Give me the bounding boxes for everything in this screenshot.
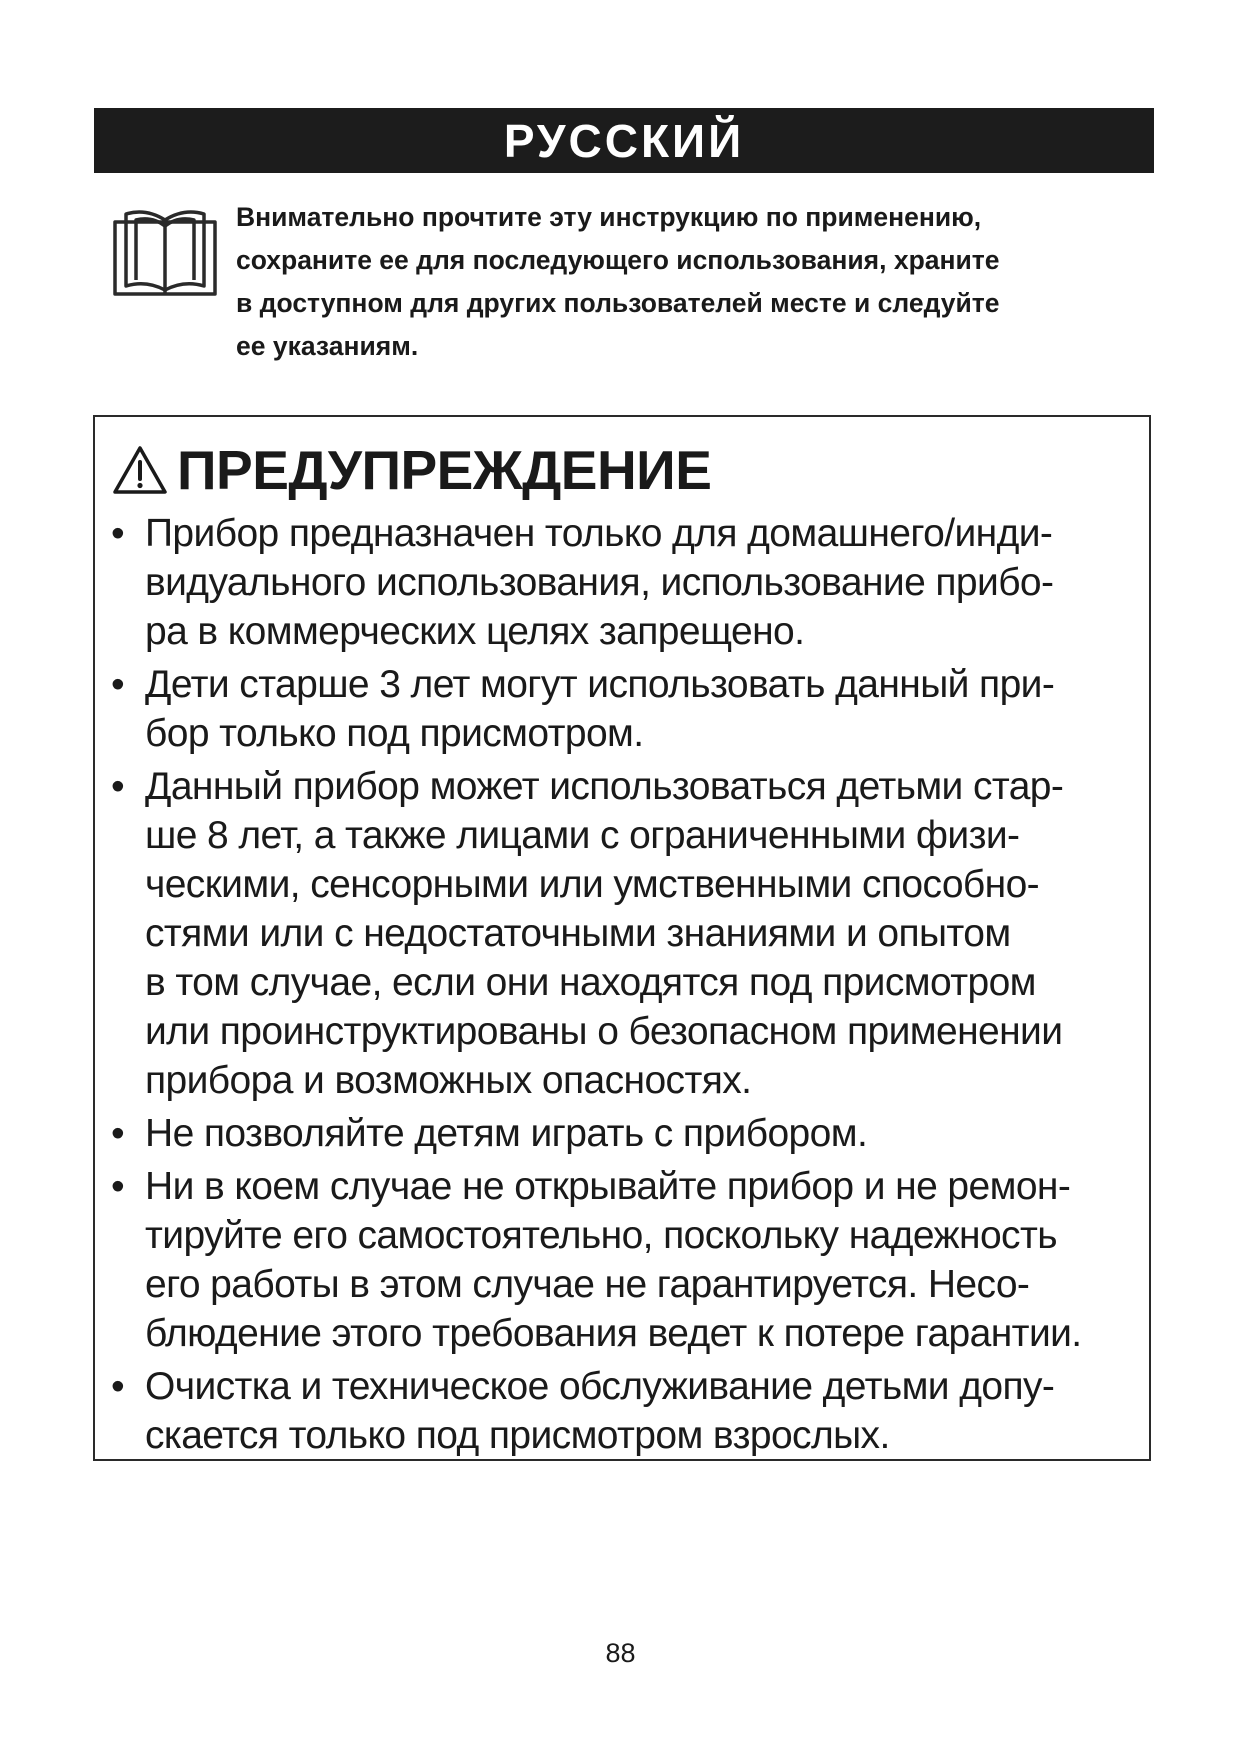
- bullet-icon: •: [111, 1112, 125, 1155]
- warning-line: прибора и возможных опасностях.: [145, 1059, 752, 1102]
- warning-list-item: [109, 660, 1139, 758]
- warning-title: ПРЕДУПРЕЖДЕНИЕ: [177, 439, 712, 501]
- warning-line: бор только под присмотром.: [145, 712, 644, 755]
- intro-notice: [108, 196, 1154, 366]
- bullet-icon: •: [111, 663, 125, 706]
- bullet-icon: •: [111, 512, 125, 555]
- warning-line: ше 8 лет, а также лицами с ограниченными физи-: [145, 814, 1020, 857]
- warning-list-item: [109, 1362, 1139, 1460]
- warning-line: его работы в этом случае не гарантируется. Несо-: [145, 1263, 1030, 1306]
- warning-line: ра в коммерческих целях запрещено.: [145, 610, 805, 653]
- bullet-icon: •: [111, 1365, 125, 1408]
- warning-line: ческими, сенсорными или умственными способно-: [145, 863, 1040, 906]
- warning-line: Данный прибор может использоваться детьми стар-: [145, 765, 1064, 808]
- open-book-icon: [112, 206, 218, 298]
- warning-line: Прибор предназначен только для домашнего/инди-: [145, 512, 1053, 555]
- warning-heading: [113, 435, 711, 505]
- warning-line: тируйте его самостоятельно, поскольку надежность: [145, 1214, 1057, 1257]
- warning-list-item: [109, 1109, 1139, 1158]
- warning-list-item: [109, 762, 1139, 1105]
- warning-line: стями или с недостаточными знаниями и опытом: [145, 912, 1011, 955]
- warning-triangle-icon: [113, 445, 167, 495]
- bullet-icon: •: [111, 1165, 125, 1208]
- warning-line: или проинструктированы о безопасном применении: [145, 1010, 1063, 1053]
- intro-line: ее указаниям.: [236, 331, 419, 361]
- warning-line: Ни в коем случае не открывайте прибор и не ремон-: [145, 1165, 1071, 1208]
- language-header: [94, 108, 1154, 173]
- language-title: РУССКИЙ: [503, 114, 745, 167]
- warning-line: видуального использования, использование прибо-: [145, 561, 1054, 604]
- warning-line: блюдение этого требования ведет к потере гарантии.: [145, 1312, 1082, 1355]
- warning-line: Дети старше 3 лет могут использовать данный при-: [145, 663, 1055, 706]
- intro-line: Внимательно прочтите эту инструкцию по применению,: [236, 202, 982, 232]
- intro-line: сохраните ее для последующего использования, храните: [236, 245, 1000, 275]
- warning-box: [93, 415, 1151, 1461]
- warning-list-item: [109, 1162, 1139, 1358]
- intro-text: [236, 196, 1156, 368]
- warning-list: [109, 509, 1139, 1464]
- intro-line: в доступном для других пользователей месте и следуйте: [236, 288, 1000, 318]
- warning-line: в том случае, если они находятся под присмотром: [145, 961, 1036, 1004]
- warning-line: Очистка и техническое обслуживание детьми допу-: [145, 1365, 1055, 1408]
- bullet-icon: •: [111, 765, 125, 808]
- page-number: 88: [605, 1638, 636, 1668]
- warning-line: скается только под присмотром взрослых.: [145, 1414, 890, 1457]
- warning-list-item: [109, 509, 1139, 656]
- warning-line: Не позволяйте детям играть с прибором.: [145, 1112, 868, 1155]
